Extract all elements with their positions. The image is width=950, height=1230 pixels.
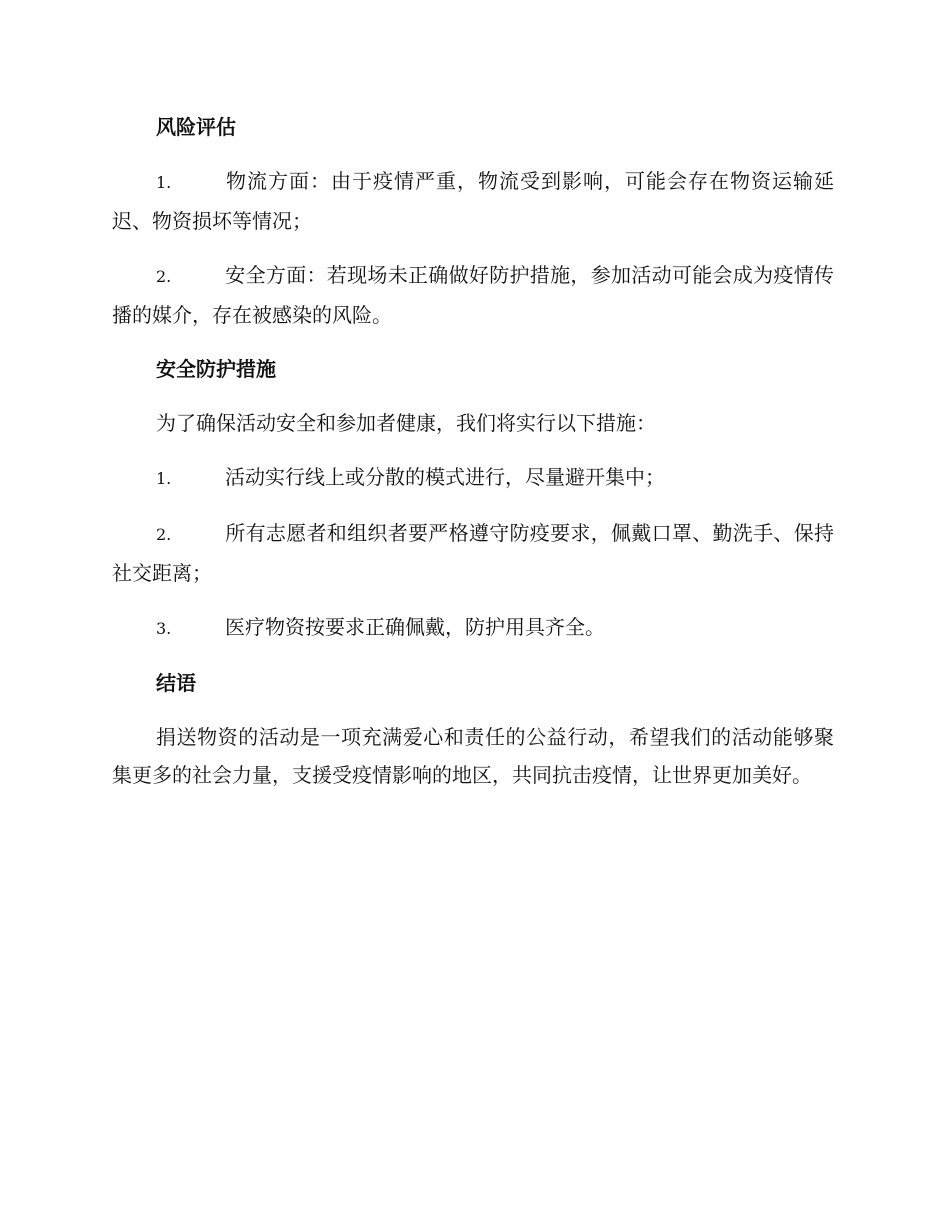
section-intro-paragraph: 为了确保活动安全和参加者健康，我们将实行以下措施： [156, 411, 656, 435]
list-item-text: 物流方面：由于疫情严重，物流受到影响，可能会存在物资运输延迟、物资损坏等情况； [112, 169, 834, 233]
list-item-text: 所有志愿者和组织者要严格遵守防疫要求，佩戴口罩、勤洗手、保持社交距离； [112, 521, 834, 585]
list-item [112, 162, 834, 240]
list-item [112, 514, 834, 592]
document-body [112, 108, 834, 810]
section-heading-safety-measures: 安全防护措施 [156, 357, 276, 381]
list-number: 2. [156, 267, 172, 286]
section-heading-conclusion: 结语 [156, 671, 196, 695]
list-number: 1. [156, 173, 172, 192]
conclusion-paragraph: 捐送物资的活动是一项充满爱心和责任的公益行动，希望我们的活动能够聚集更多的社会力量，支援受疫情影响的地区，共同抗击疫情，让世界更加美好。 [112, 725, 834, 787]
list-item [112, 256, 834, 334]
list-item [112, 608, 834, 648]
list-item-text: 医疗物资按要求正确佩戴，防护用具齐全。 [225, 615, 605, 639]
list-number: 2. [156, 525, 172, 544]
section-heading-risk-assessment: 风险评估 [156, 115, 236, 139]
list-number: 3. [156, 619, 172, 638]
list-item [112, 458, 834, 498]
list-item-text: 安全方面：若现场未正确做好防护措施，参加活动可能会成为疫情传播的媒介，存在被感染的风险。 [112, 263, 834, 327]
list-number: 1. [156, 469, 172, 488]
list-item-text: 活动实行线上或分散的模式进行，尽量避开集中； [225, 465, 665, 489]
